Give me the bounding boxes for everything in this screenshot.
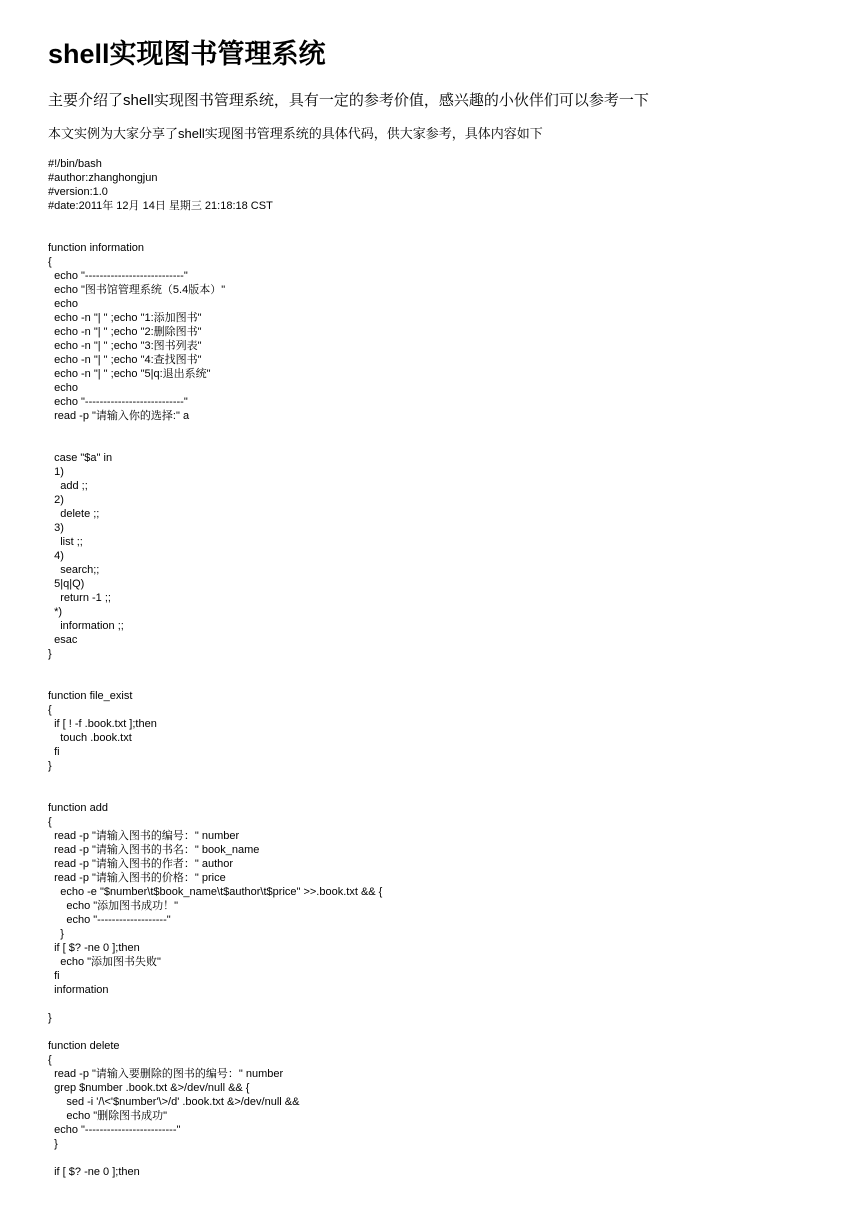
code-line: fi xyxy=(48,746,60,758)
code-line: 3) xyxy=(48,522,64,534)
code-line: 4) xyxy=(48,550,64,562)
code-line xyxy=(48,423,382,437)
code-line: if [ $? -ne 0 ];then xyxy=(48,942,140,954)
code-line: if [ ! -f .book.txt ];then xyxy=(48,718,157,730)
code-line: read -p "请输入图书的作者：" author xyxy=(48,858,234,870)
code-line xyxy=(48,227,382,241)
code-line: } xyxy=(48,1138,58,1150)
code-line: read -p "请输入你的选择:" a xyxy=(48,410,190,422)
code-line: echo xyxy=(48,298,78,310)
code-line: information ;; xyxy=(48,620,124,632)
code-line: } xyxy=(48,1012,52,1024)
code-line: function file_exist xyxy=(48,690,133,702)
code-line: #author:zhanghongjun xyxy=(48,172,158,184)
code-line: search;; xyxy=(48,564,100,576)
code-line: echo "---------------------------" xyxy=(48,396,188,408)
code-block xyxy=(48,157,382,1179)
code-line xyxy=(48,1151,382,1165)
code-line: echo "删除图书成功" xyxy=(48,1110,168,1122)
code-line: echo "-------------------" xyxy=(48,914,171,926)
code-line: echo "添加图书失败" xyxy=(48,956,161,968)
code-line: add ;; xyxy=(48,480,88,492)
code-line: 5|q|Q) xyxy=(48,578,85,590)
code-line: echo "-------------------------" xyxy=(48,1124,181,1136)
code-line: function information xyxy=(48,242,144,254)
article-intro: 本文实例为大家分享了shell实现图书管理系统的具体代码，供大家参考，具体内容如下 xyxy=(48,126,543,141)
code-line: function delete xyxy=(48,1040,120,1052)
code-line: if [ $? -ne 0 ];then xyxy=(48,1166,140,1178)
code-line: #date:2011年 12月 14日 星期三 21:18:18 CST xyxy=(48,200,273,212)
code-line: } xyxy=(48,928,64,940)
code-line: case "$a" in xyxy=(48,452,113,464)
code-line: } xyxy=(48,648,52,660)
article-summary: 主要介绍了shell实现图书管理系统，具有一定的参考价值，感兴趣的小伙伴们可以参考一下 xyxy=(48,92,649,109)
code-line: *) xyxy=(48,606,63,618)
code-line: } xyxy=(48,760,52,772)
code-line: information xyxy=(48,984,109,996)
code-line: echo -n "| " ;echo "3:图书列表" xyxy=(48,340,202,352)
code-line: esac xyxy=(48,634,78,646)
code-line: return -1 ;; xyxy=(48,592,111,604)
code-line xyxy=(48,661,382,675)
code-line: echo -n "| " ;echo "1:添加图书" xyxy=(48,312,202,324)
code-line: echo -n "| " ;echo "2:删除图书" xyxy=(48,326,202,338)
code-line xyxy=(48,773,382,787)
code-line: 2) xyxy=(48,494,64,506)
code-line: echo "---------------------------" xyxy=(48,270,188,282)
code-line: 1) xyxy=(48,466,64,478)
code-line: fi xyxy=(48,970,60,982)
code-line: touch .book.txt xyxy=(48,732,132,744)
code-line xyxy=(48,675,382,689)
code-line: echo -n "| " ;echo "5|q:退出系统" xyxy=(48,368,211,380)
code-line: read -p "请输入要删除的图书的编号：" number xyxy=(48,1068,284,1080)
code-line: { xyxy=(48,816,52,828)
page-title: shell实现图书管理系统 xyxy=(48,39,326,69)
code-line: { xyxy=(48,256,52,268)
code-line: sed -i '/\<'$number'\>/d' .book.txt &>/dev/null && xyxy=(48,1096,300,1108)
code-line: { xyxy=(48,1054,52,1066)
code-line: delete ;; xyxy=(48,508,100,520)
code-line: echo "添加图书成功！" xyxy=(48,900,179,912)
code-line xyxy=(48,437,382,451)
code-line: #!/bin/bash xyxy=(48,158,102,170)
code-line xyxy=(48,997,382,1011)
code-line: echo -n "| " ;echo "4:查找图书" xyxy=(48,354,202,366)
code-line: read -p "请输入图书的书名：" book_name xyxy=(48,844,260,856)
code-line: #version:1.0 xyxy=(48,186,108,198)
code-line xyxy=(48,213,382,227)
code-line xyxy=(48,1025,382,1039)
code-line: echo xyxy=(48,382,78,394)
code-line: echo "图书馆管理系统（5.4版本）" xyxy=(48,284,226,296)
code-line: list ;; xyxy=(48,536,83,548)
code-line: grep $number .book.txt &>/dev/null && { xyxy=(48,1082,250,1094)
code-line xyxy=(48,787,382,801)
code-line: read -p "请输入图书的编号：" number xyxy=(48,830,240,842)
code-line: echo -e "$number\t$book_name\t$author\t$price" >>.book.txt && { xyxy=(48,886,383,898)
code-line: read -p "请输入图书的价格：" price xyxy=(48,872,226,884)
code-line: { xyxy=(48,704,52,716)
code-line: function add xyxy=(48,802,108,814)
